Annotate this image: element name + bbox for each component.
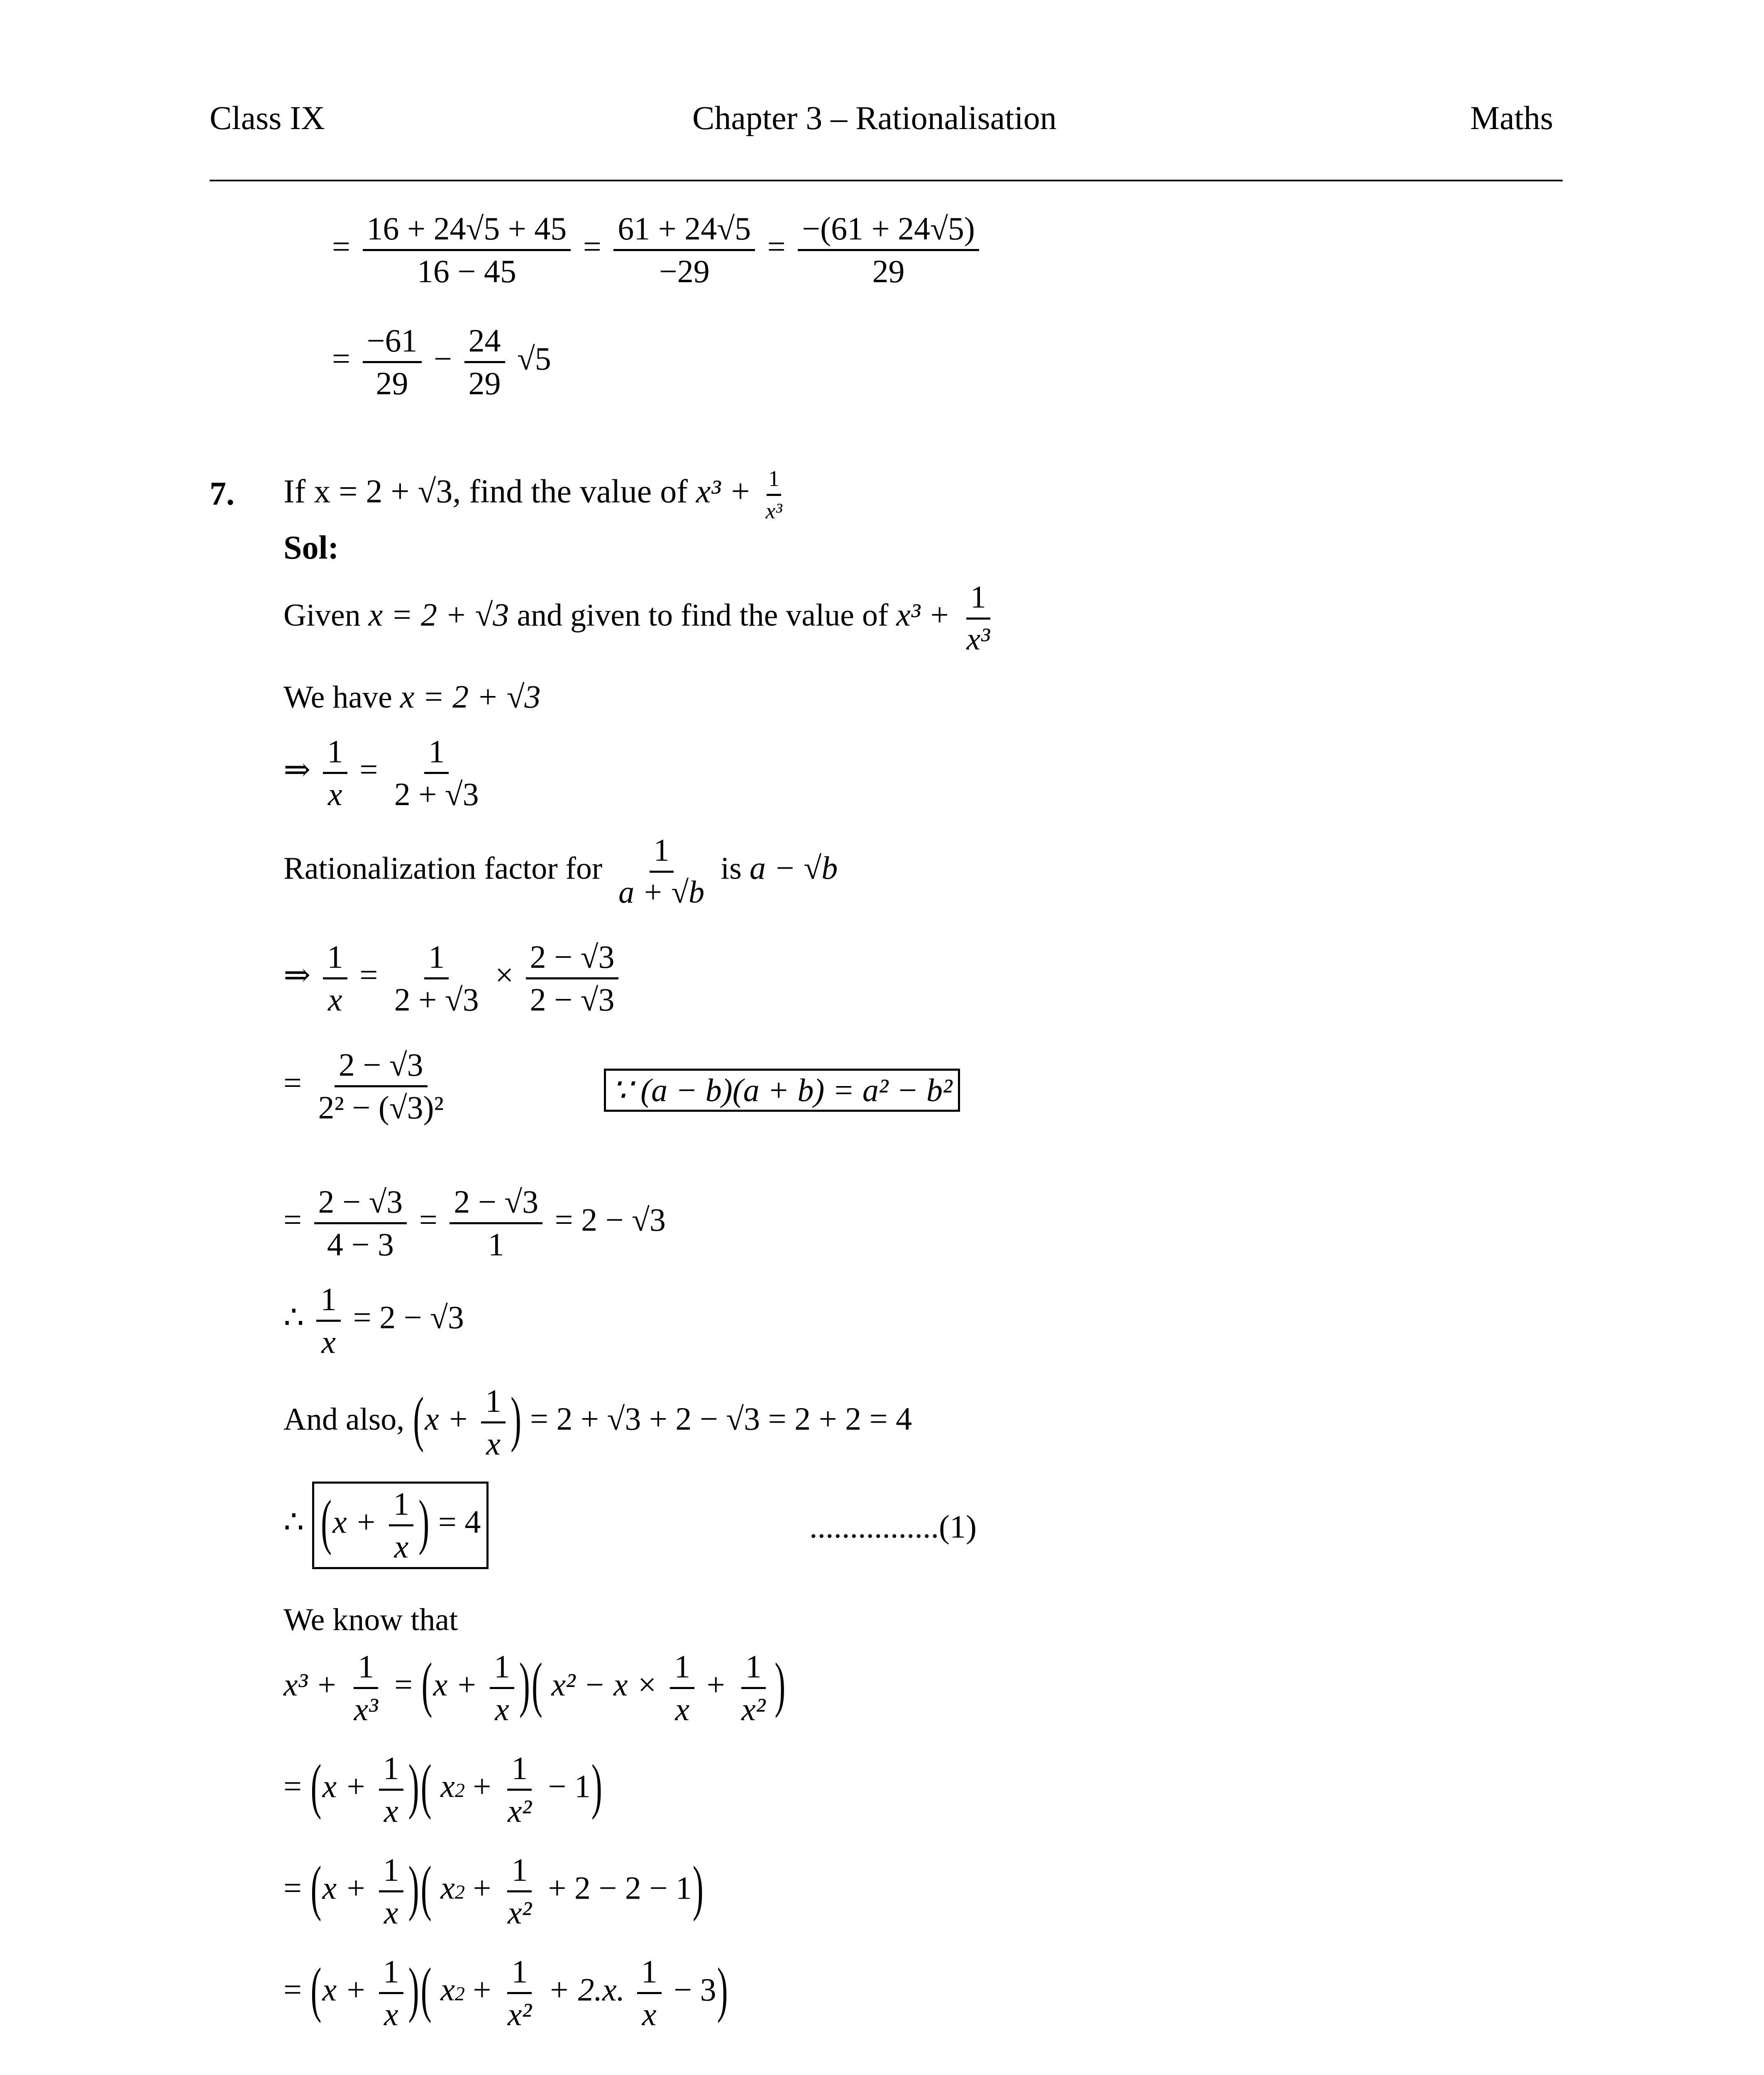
fraction: $\frac{1}{x}$ — [670, 1650, 694, 1726]
rationalization-factor-line: Rationalization factor for $\frac{1}{a + √b}$ is a − √b — [283, 833, 838, 910]
fraction: $\frac{-61}{29}$ — [363, 324, 422, 400]
given-line: Given x = 2 + √3 and given to find the value of x³ + $\frac{1}{\text{x³}}$ — [283, 581, 998, 656]
fraction: $\frac{2 - √3}{2 - √3}$ — [526, 940, 619, 1017]
header-class: Class IX — [210, 100, 325, 137]
question-number: 7. — [210, 476, 235, 512]
fraction: $\frac{1}{a + √b}$ — [618, 833, 705, 910]
cube-identity-line: x³ + $\frac{1}{\text{x³}}$ = (x + $\frac{1}{x}$ )( x² − x × $\frac{1}{x}$ + $\frac{1}{\text{x²}}$ ) — [283, 1648, 786, 1727]
fraction: $\frac{24}{29}$ — [464, 324, 505, 400]
we-know-line: We know that — [283, 1602, 458, 1637]
fraction: $\frac{1}{x}$ — [490, 1650, 514, 1726]
fraction: $\frac{1}{x}$ — [323, 735, 347, 811]
fraction: $\frac{61 + 24√5}{-29}$ — [613, 212, 755, 288]
fraction: $\frac{1}{x}$ — [637, 1955, 662, 2031]
identity-box: ∵ (a − b)(a + b) = a² − b² — [604, 1069, 960, 1112]
equation-reference: ................(1) — [809, 1509, 977, 1545]
fraction: $\frac{1}{x}$ — [481, 1384, 506, 1461]
eq-continuation-2: = $\frac{-61}{29}$ − $\frac{24}{29}$ √5 — [332, 322, 551, 401]
fraction: $\frac{1}{x}$ — [316, 1282, 341, 1359]
cube-step-2: = (x + $\frac{1}{x}$ )( $x^2$ + $\frac{1}{\text{x²}}$ + 2 − 2 − 1) — [283, 1852, 704, 1931]
result-line: ∴ (x + $\frac{1}{x}$ ) = 4 — [283, 1482, 489, 1569]
header-chapter: Chapter 3 – Rationalisation — [692, 100, 1057, 137]
fraction: $\frac{-(61 + 24√5)}{29}$ — [798, 212, 979, 288]
fraction: $\frac{1}{\text{x³}}$ — [354, 1648, 378, 1727]
fraction: $\frac{1}{x}$ — [379, 1853, 403, 1930]
fraction: $\frac{1}{x}$ — [379, 1955, 403, 2031]
question-text: If x = 2 + √3, find the value of x³ + $\frac{1}{\text{x³}}$ — [283, 467, 788, 522]
eq-continuation-1: = $\frac{16 + 24√5 + 45}{16 - 45}$ = $\frac{61 + 24√5}{-29}$ = $\frac{-(61 + 24√5)}{29}$ — [332, 212, 983, 288]
we-have-line: We have x = 2 + √3 — [283, 679, 541, 715]
cube-step-1: = (x + $\frac{1}{x}$ )( $x^2$ + $\frac{1}{\text{x²}}$ − 1) — [283, 1750, 602, 1829]
fraction: $\frac{16 + 24√5 + 45}{16 - 45}$ — [363, 212, 571, 288]
header-divider — [210, 180, 1563, 181]
fraction: $\frac{1}{\text{x²}}$ — [741, 1648, 766, 1727]
header-subject: Maths — [1470, 100, 1553, 137]
fraction: $\frac{1}{\text{x³}}$ — [966, 580, 990, 657]
sum-line: And also, (x + $\frac{1}{x}$ ) = 2 + √3 + 2 − √3 = 2 + 2 = 4 — [283, 1383, 912, 1462]
fraction: $\frac{1}{2 + √3}$ — [394, 939, 479, 1018]
cube-step-3: = (x + $\frac{1}{x}$ )( $x^2$ + $\frac{1}{\text{x²}}$ + 2.x. $\frac{1}{x}$ − 3) — [283, 1953, 728, 2032]
reciprocal-line: ⇒ $\frac{1}{x}$ = $\frac{1}{2 + √3}$ — [283, 735, 487, 811]
fraction: $\frac{1}{x}$ — [323, 940, 347, 1017]
fraction: $\frac{1}{x}$ — [379, 1751, 403, 1828]
fraction: $\frac{2 - √3}{1}$ — [450, 1185, 542, 1262]
therefore-line: ∴ $\frac{1}{x}$ = 2 − √3 — [283, 1281, 464, 1360]
fraction: $\frac{1}{2 + √3}$ — [394, 733, 479, 812]
fraction: $\frac{2 - √3}{4 - 3}$ — [314, 1185, 407, 1262]
difference-of-squares-line: = $\frac{2 - √3}{\text{2² − (√3)²}}$ — [283, 1048, 452, 1125]
solution-label: Sol: — [283, 530, 339, 566]
fraction: $\frac{1}{\text{x²}}$ — [507, 1750, 532, 1829]
fraction: $\frac{1}{x}$ — [389, 1487, 413, 1564]
multiply-line: ⇒ $\frac{1}{x}$ = $\frac{1}{2 + √3}$ × $\frac{2 - √3}{2 - √3}$ — [283, 940, 623, 1017]
simplify-line: = $\frac{2 - √3}{4 - 3}$ = $\frac{2 - √3}{1}$ = 2 − √3 — [283, 1184, 666, 1262]
result-box: (x + $\frac{1}{x}$ ) = 4 — [312, 1482, 489, 1569]
fraction: $\frac{1}{\text{x³}}$ — [765, 466, 782, 523]
fraction: $\frac{1}{\text{x²}}$ — [507, 1852, 532, 1931]
fraction: $\frac{2 - √3}{\text{2² − (√3)²}}$ — [318, 1047, 444, 1125]
fraction: $\frac{1}{\text{x²}}$ — [507, 1953, 532, 2032]
